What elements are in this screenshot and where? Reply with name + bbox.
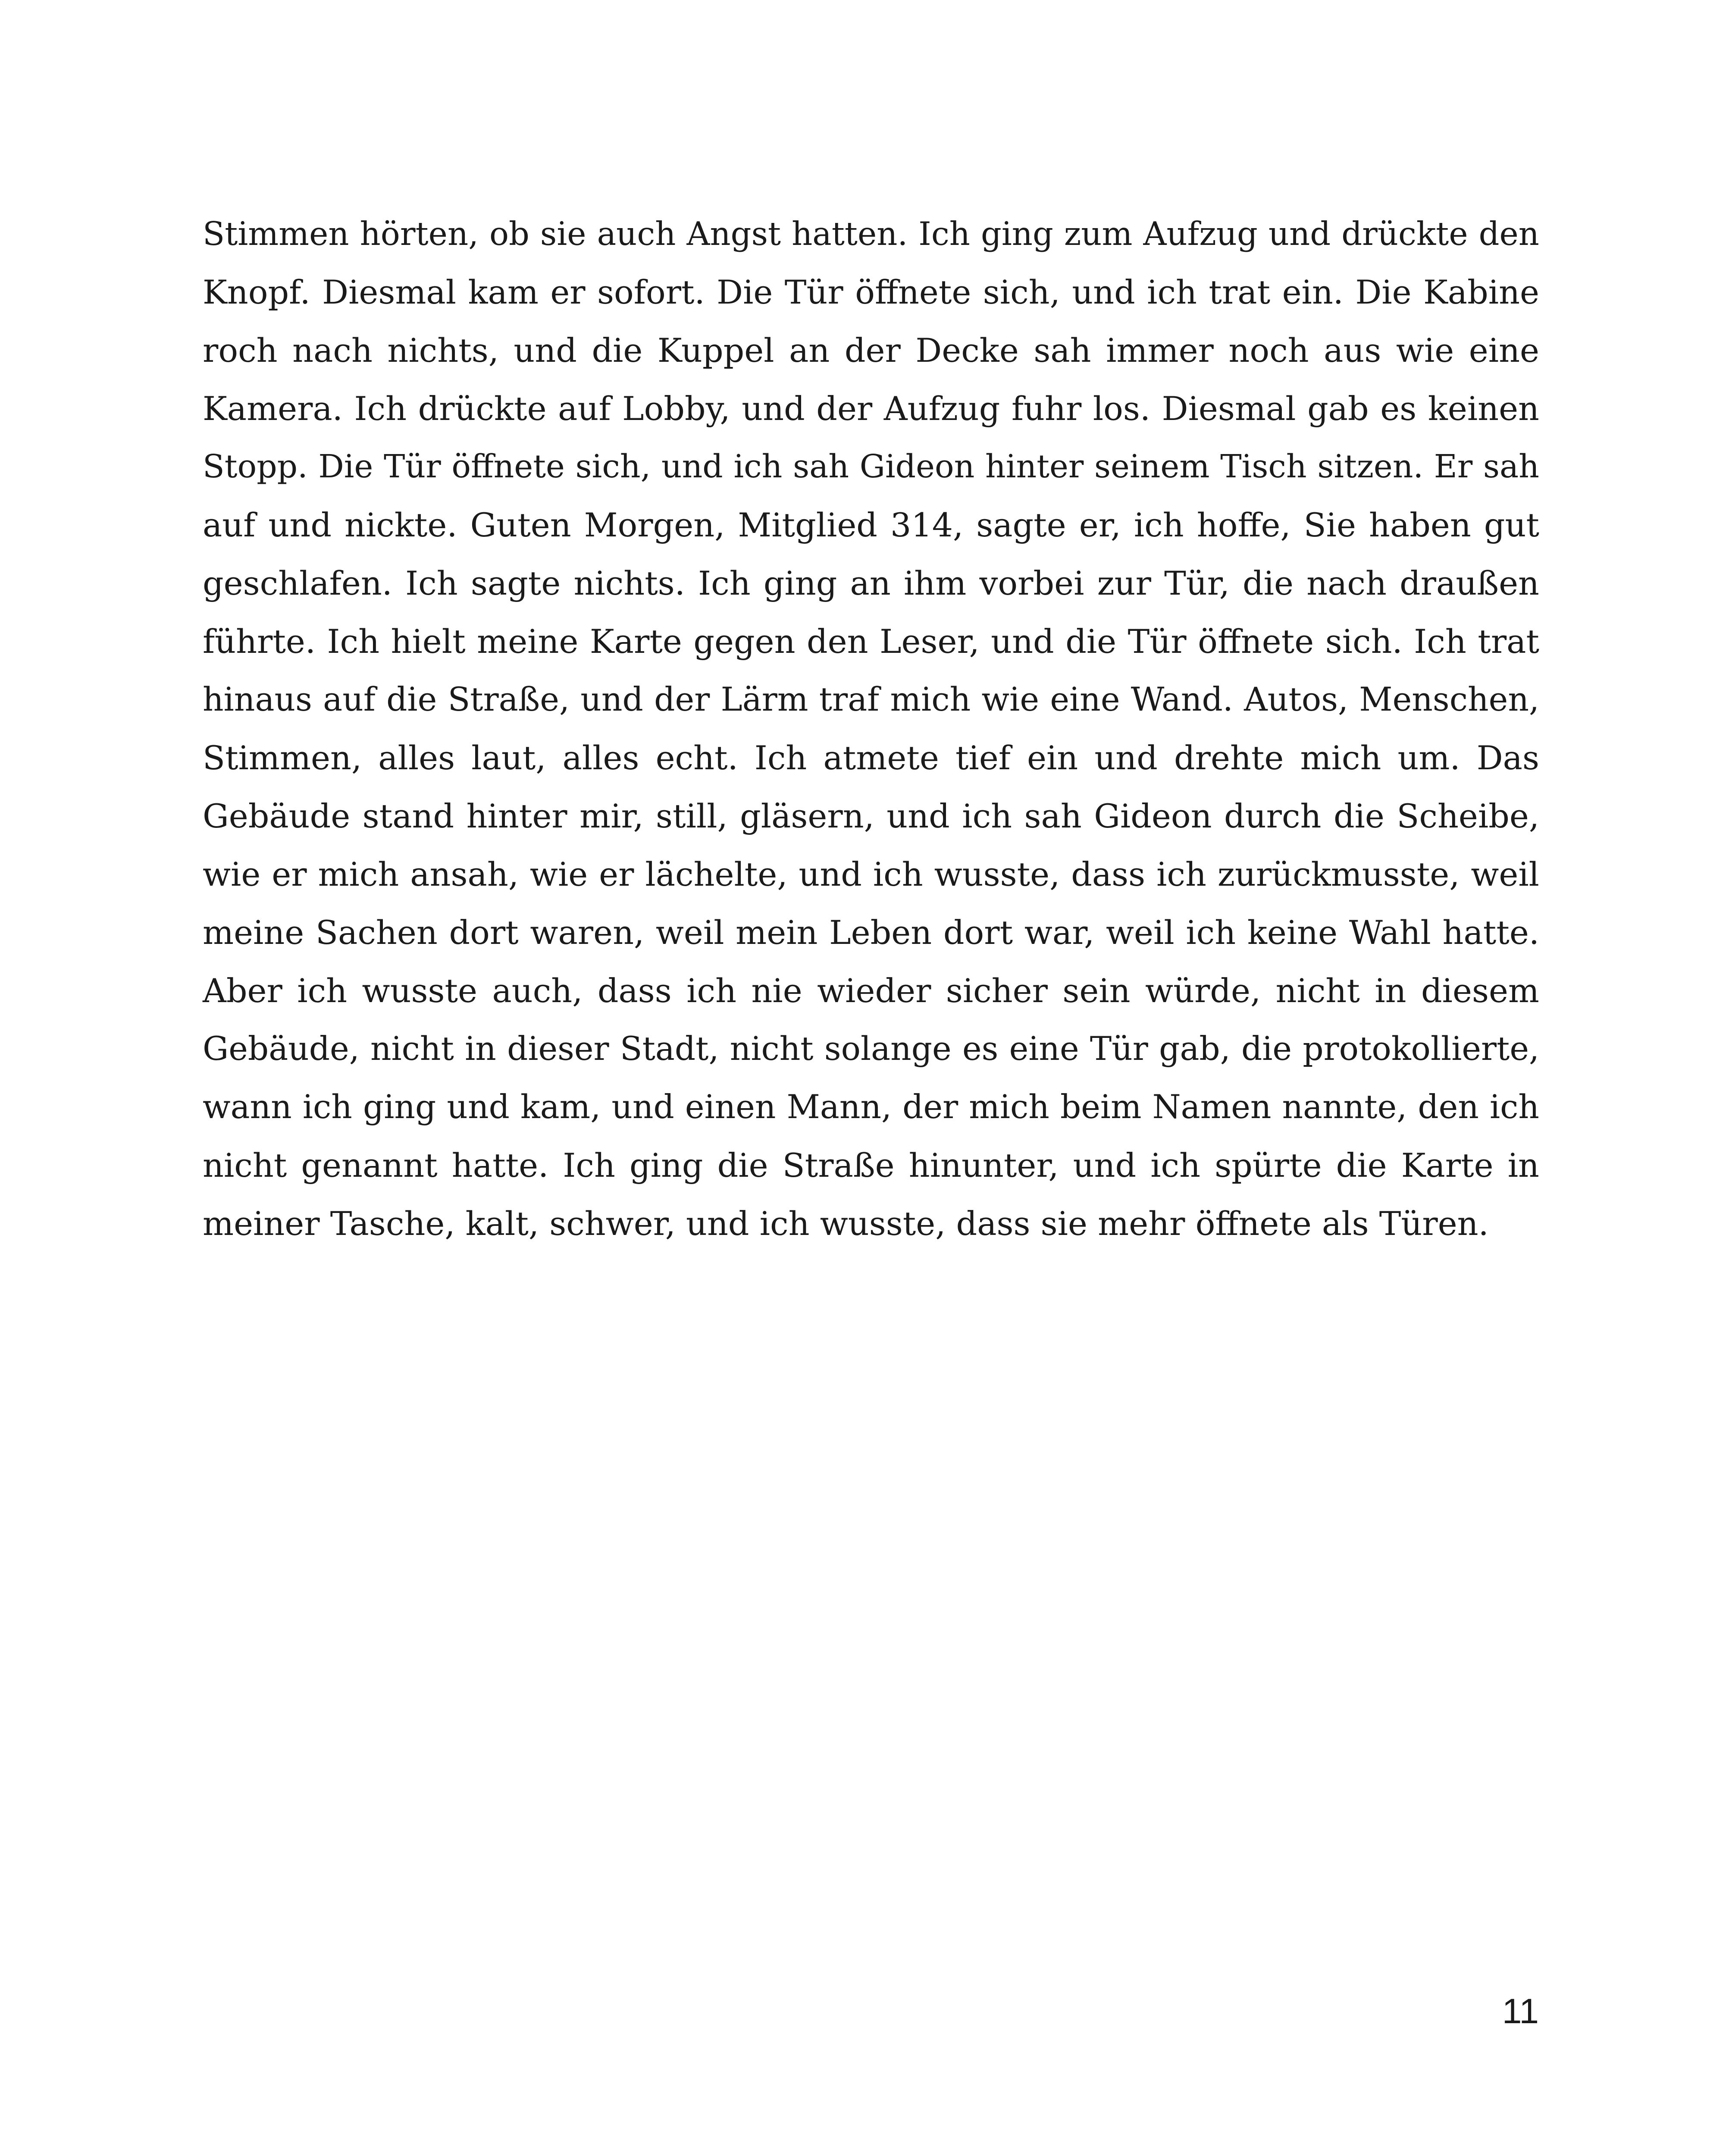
page-number: 11 (1502, 1992, 1539, 2031)
text-line: roch nach nichts, und die Kuppel an der Decke sah immer noch aus wie eine (203, 331, 1539, 370)
text-line: wie er mich ansah, wie er lächelte, und ich wusste, dass ich zurückmusste, weil (203, 855, 1539, 893)
text-line: Gebäude stand hinter mir, still, gläsern, und ich sah Gideon durch die Scheibe, (203, 797, 1539, 835)
text-line: meine Sachen dort waren, weil mein Leben dort war, weil ich keine Wahl hatte. (203, 913, 1539, 952)
text-line: Stopp. Die Tür öffnete sich, und ich sah Gideon hinter seinem Tisch sitzen. Er sah (203, 448, 1539, 485)
text-line: wann ich ging und kam, und einen Mann, der mich beim Namen nannte, den ich (203, 1088, 1539, 1126)
text-line: Kamera. Ich drückte auf Lobby, und der Aufzug fuhr los. Diesmal gab es keinen (203, 389, 1539, 428)
text-line: Aber ich wusste auch, dass ich nie wieder sicher sein würde, nicht in diesem (203, 971, 1539, 1010)
text-line: hinaus auf die Straße, und der Lärm traf mich wie eine Wand. Autos, Menschen, (203, 680, 1539, 718)
text-line: Knopf. Diesmal kam er sofort. Die Tür öffnete sich, und ich trat ein. Die Kabine (203, 273, 1539, 311)
text-line: nicht genannt hatte. Ich ging die Straße hinunter, und ich spürte die Karte in (203, 1146, 1539, 1185)
text-line: führte. Ich hielt meine Karte gegen den Leser, und die Tür öffnete sich. Ich trat (203, 622, 1539, 661)
text-line: geschlafen. Ich sagte nichts. Ich ging an ihm vorbei zur Tür, die nach draußen (203, 564, 1539, 602)
text-line: Stimmen hörten, ob sie auch Angst hatten. Ich ging zum Aufzug und drückte den (203, 215, 1539, 253)
text-line: meiner Tasche, kalt, schwer, und ich wusste, dass sie mehr öffnete als Türen. (203, 1204, 1489, 1243)
body-paragraph (203, 205, 1539, 1253)
text-line: auf und nickte. Guten Morgen, Mitglied 314, sagte er, ich hoffe, Sie haben gut (203, 506, 1539, 544)
text-line: Gebäude, nicht in dieser Stadt, nicht solange es eine Tür gab, die protokollierte, (203, 1030, 1539, 1068)
text-line: Stimmen, alles laut, alles echt. Ich atmete tief ein und drehte mich um. Das (203, 739, 1539, 777)
